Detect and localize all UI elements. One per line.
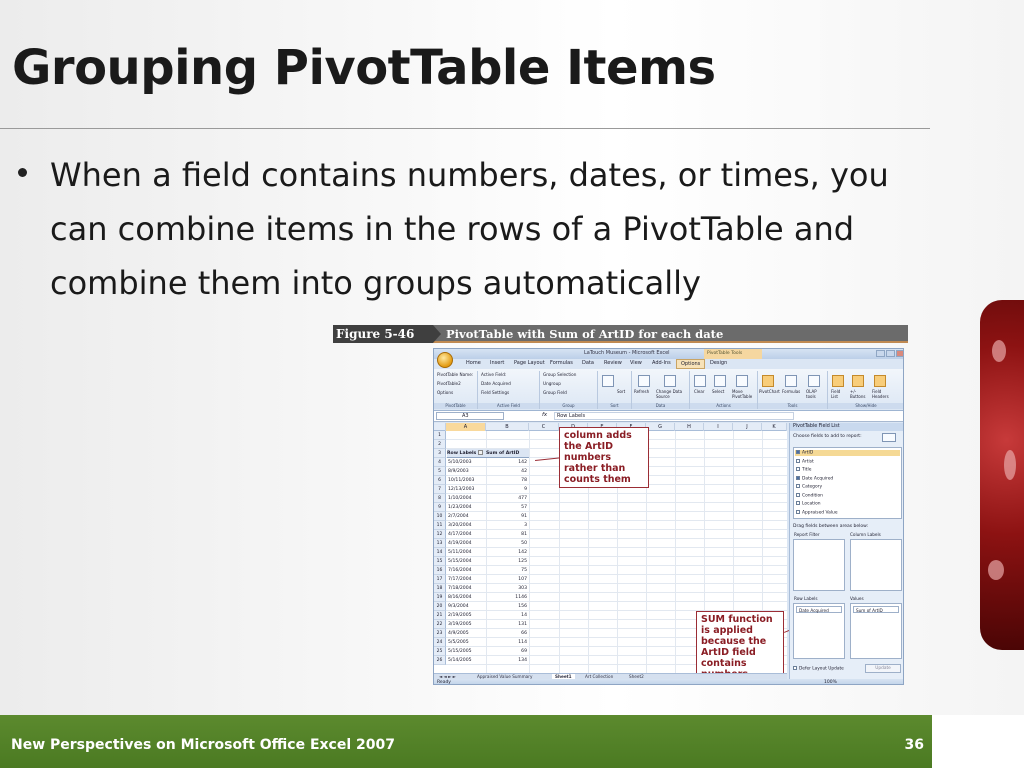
field-list-label[interactable]: Field List xyxy=(831,389,841,399)
pivot-row-labels-header[interactable]: Row Labels xyxy=(447,449,486,458)
row-header[interactable]: 20 xyxy=(434,602,446,611)
row-header[interactable]: 8 xyxy=(434,494,446,503)
gridline xyxy=(529,431,530,673)
field-label: Date Acquired xyxy=(802,476,834,481)
drag-fields-label: Drag fields between areas below: xyxy=(793,524,869,529)
pivot-sum-cell[interactable]: 91 xyxy=(521,514,527,519)
ribbon-group-actions xyxy=(690,371,758,409)
active-field-input[interactable]: Date Acquired xyxy=(481,381,511,386)
field-list-item[interactable] xyxy=(796,501,821,507)
ribbon-group-sort xyxy=(598,371,632,409)
field-list-box xyxy=(793,447,902,519)
tab-add-ins[interactable]: Add-Ins xyxy=(652,360,671,366)
checkbox-icon[interactable] xyxy=(796,493,800,497)
formulas-button-label[interactable]: Formulas xyxy=(782,389,801,394)
minimize-button[interactable] xyxy=(876,350,885,357)
pivottable-tools-label: PivotTable Tools xyxy=(704,349,762,359)
ribbon-group-tools xyxy=(758,371,828,409)
flower-petal xyxy=(988,560,1004,580)
pivot-date-cell[interactable]: 5/15/2004 xyxy=(448,559,472,564)
pivot-sum-cell[interactable]: 1146 xyxy=(515,595,527,600)
field-list-layout-icon[interactable] xyxy=(882,433,896,442)
fx-icon[interactable]: fx xyxy=(542,412,548,418)
row-labels-label: Row Labels xyxy=(794,596,818,601)
zoom-level[interactable]: 100% xyxy=(824,680,837,685)
column-header[interactable]: C xyxy=(529,423,559,431)
pivottable-name-field[interactable]: PivotTable2 xyxy=(437,381,461,386)
name-box[interactable]: A3 xyxy=(436,412,504,420)
figure-arrow-icon xyxy=(433,325,441,343)
column-labels-label: Column Labels xyxy=(850,532,881,537)
gridline xyxy=(675,431,676,673)
pivot-sum-cell[interactable]: 57 xyxy=(521,505,527,510)
checkbox-icon[interactable] xyxy=(796,476,800,480)
olap-tools-icon[interactable] xyxy=(808,375,820,387)
column-header[interactable]: B xyxy=(486,423,529,431)
pivot-date-cell[interactable]: 7/16/2004 xyxy=(448,568,472,573)
field-list-item[interactable] xyxy=(795,450,900,456)
tab-view[interactable]: View xyxy=(630,360,642,366)
row-header[interactable]: 6 xyxy=(434,476,446,485)
select-all-corner[interactable] xyxy=(434,423,446,431)
pivot-date-cell[interactable]: 5/10/2003 xyxy=(448,460,472,465)
formulas-icon[interactable] xyxy=(785,375,797,387)
field-label: Appraised Value xyxy=(802,510,838,515)
row-header[interactable]: 11 xyxy=(434,521,446,530)
update-button[interactable]: Update xyxy=(865,664,901,673)
pivot-date-cell[interactable]: 8/9/2003 xyxy=(448,469,469,474)
ribbon-group-label: Tools xyxy=(758,403,827,409)
field-list-icon[interactable] xyxy=(832,375,844,387)
field-list-item[interactable] xyxy=(796,510,838,516)
maximize-button[interactable] xyxy=(886,350,895,357)
pivot-sum-cell[interactable]: 142 xyxy=(518,460,527,465)
row-header[interactable]: 17 xyxy=(434,575,446,584)
choose-fields-label: Choose fields to add to report: xyxy=(793,434,862,439)
decorative-flower-image xyxy=(980,300,1024,650)
checkbox-icon[interactable] xyxy=(796,484,800,488)
row-header[interactable]: 7 xyxy=(434,485,446,494)
pivot-date-cell[interactable]: 2/19/2005 xyxy=(448,613,472,618)
row-header[interactable]: 16 xyxy=(434,566,446,575)
pivot-date-cell[interactable]: 5/14/2005 xyxy=(448,658,472,663)
pivottable-name-label: PivotTable Name: xyxy=(437,372,474,377)
group-selection-button[interactable]: Group Selection xyxy=(543,372,577,377)
pivot-date-cell[interactable]: 1/10/2004 xyxy=(448,496,472,501)
tab-design[interactable]: Design xyxy=(710,360,728,366)
pivot-sum-cell[interactable]: 75 xyxy=(521,568,527,573)
pivot-date-cell[interactable]: 12/13/2003 xyxy=(448,487,475,492)
options-button[interactable]: Options xyxy=(437,390,454,395)
field-list-item[interactable] xyxy=(796,467,811,473)
move-pivottable-icon[interactable] xyxy=(736,375,748,387)
row-header[interactable]: 24 xyxy=(434,638,446,647)
filter-dropdown-icon[interactable] xyxy=(478,450,483,455)
status-text: Ready xyxy=(437,680,451,685)
pivot-date-cell[interactable]: 5/15/2005 xyxy=(448,649,472,654)
close-button[interactable] xyxy=(896,350,904,357)
pivot-date-cell[interactable]: 8/16/2004 xyxy=(448,595,472,600)
checkbox-icon[interactable] xyxy=(796,467,800,471)
pivot-sum-cell[interactable]: 9 xyxy=(524,487,527,492)
column-header[interactable]: H xyxy=(675,423,704,431)
excel-window-title: LaTouch Museum - Microsoft Excel xyxy=(584,350,670,356)
field-headers-icon[interactable] xyxy=(874,375,886,387)
pivot-date-cell[interactable]: 4/19/2004 xyxy=(448,541,472,546)
ribbon-group-label: Show/Hide xyxy=(828,403,904,409)
defer-layout-label: Defer Layout Update xyxy=(799,666,844,672)
pivot-sum-cell[interactable]: 303 xyxy=(518,586,527,591)
row-header[interactable]: 25 xyxy=(434,647,446,656)
formula-bar xyxy=(434,411,904,422)
ribbon-group-label: Data xyxy=(632,403,689,409)
pivot-date-cell[interactable]: 5/5/2005 xyxy=(448,640,469,645)
column-header[interactable]: I xyxy=(704,423,733,431)
row-header[interactable]: 2 xyxy=(434,440,446,449)
pivot-date-cell[interactable]: 9/3/2004 xyxy=(448,604,469,609)
ribbon-tabs xyxy=(434,359,904,369)
field-list-item[interactable] xyxy=(796,459,814,465)
row-header[interactable]: 19 xyxy=(434,593,446,602)
active-field-label: Active Field: xyxy=(481,372,507,377)
title-divider xyxy=(0,128,930,129)
change-data-source-label[interactable]: Change Data Source xyxy=(656,389,683,399)
refresh-icon[interactable] xyxy=(638,375,650,387)
pivotchart-button-label[interactable]: PivotChart xyxy=(759,389,780,394)
move-pivottable-label[interactable]: Move PivotTable xyxy=(732,389,753,399)
clear-button-label[interactable]: Clear xyxy=(694,389,705,394)
row-header[interactable]: 15 xyxy=(434,557,446,566)
pivot-values-header[interactable]: Sum of ArtID xyxy=(486,449,529,458)
column-header[interactable]: G xyxy=(646,423,675,431)
slide-number: 36 xyxy=(904,737,924,753)
row-field-chip[interactable]: Date Acquired xyxy=(796,606,842,613)
ribbon-group-show-hide xyxy=(828,371,904,409)
pivot-sum-cell[interactable]: 50 xyxy=(521,541,527,546)
field-list-title: PivotTable Field List xyxy=(790,423,904,431)
olap-tools-label[interactable]: OLAP tools xyxy=(806,389,817,399)
checkbox-icon[interactable] xyxy=(796,510,800,514)
values-area[interactable] xyxy=(850,603,902,659)
pivot-sum-cell[interactable]: 81 xyxy=(521,532,527,537)
change-data-source-icon[interactable] xyxy=(664,375,676,387)
ribbon-group-label: Group xyxy=(540,403,597,409)
row-labels-area[interactable] xyxy=(793,603,845,659)
flower-petal xyxy=(1004,450,1016,480)
worksheet-grid xyxy=(434,423,787,673)
flower-petal xyxy=(992,340,1006,362)
sheet-tab[interactable]: Sheet2 xyxy=(629,674,644,679)
buttons-label[interactable]: +/- Buttons xyxy=(850,389,866,399)
tab-home[interactable]: Home xyxy=(466,360,481,366)
sheet-tab-active[interactable]: Sheet1 xyxy=(552,674,575,680)
ribbon-group-pivottable xyxy=(434,371,478,409)
value-field-chip[interactable]: Sum of ArtID xyxy=(853,606,899,613)
pivottable-field-list-pane xyxy=(789,423,904,679)
footer-bar xyxy=(0,715,932,768)
pivot-date-cell[interactable]: 4/9/2005 xyxy=(448,631,469,636)
pivot-sum-cell[interactable]: 125 xyxy=(518,559,527,564)
defer-layout-update-checkbox[interactable] xyxy=(793,666,844,672)
pivot-date-cell[interactable]: 1/23/2004 xyxy=(448,505,472,510)
pivot-sum-cell[interactable]: 134 xyxy=(518,658,527,663)
formula-input[interactable]: Row Labels xyxy=(554,412,794,420)
row-header[interactable]: 12 xyxy=(434,530,446,539)
tab-review[interactable]: Review xyxy=(604,360,622,366)
checkbox-icon[interactable] xyxy=(793,666,797,670)
clear-icon[interactable] xyxy=(694,375,706,387)
sheet-tab[interactable]: Art Collection xyxy=(585,674,614,679)
bullet-text: When a field contains numbers, dates, or times, you can combine items in the rows of a PivotTable and combine them into groups automatically xyxy=(50,156,889,302)
select-button-label[interactable]: Select xyxy=(712,389,725,394)
pivot-sum-cell[interactable]: 107 xyxy=(518,577,527,582)
excel-window xyxy=(433,348,904,685)
field-headers-label[interactable]: Field Headers xyxy=(872,389,889,399)
pivot-date-cell[interactable]: 2/7/2004 xyxy=(448,514,469,519)
sort-button-label[interactable]: Sort xyxy=(617,389,626,394)
pivot-sum-cell[interactable]: 3 xyxy=(524,523,527,528)
row-header[interactable]: 3 xyxy=(434,449,446,458)
row-header[interactable]: 21 xyxy=(434,611,446,620)
row-header[interactable]: 4 xyxy=(434,458,446,467)
checkbox-icon[interactable] xyxy=(796,501,800,505)
callout-sum-column: column adds the ArtID numbers rather than counts them xyxy=(559,427,649,488)
field-label: Category xyxy=(802,484,823,490)
row-header[interactable]: 23 xyxy=(434,629,446,638)
field-list-item[interactable] xyxy=(796,493,823,499)
ribbon-group-label: Actions xyxy=(690,403,757,409)
ungroup-button[interactable]: Ungroup xyxy=(543,381,561,386)
column-header[interactable]: K xyxy=(762,423,787,431)
row-header[interactable]: 13 xyxy=(434,539,446,548)
pivot-sum-cell[interactable]: 131 xyxy=(518,622,527,627)
select-icon[interactable] xyxy=(714,375,726,387)
pivot-sum-cell[interactable]: 477 xyxy=(518,496,527,501)
sort-az-icon[interactable] xyxy=(602,375,614,387)
footer-title: New Perspectives on Microsoft Office Excel 2007 xyxy=(11,737,395,753)
field-label: Location xyxy=(802,501,821,507)
row-header[interactable]: 9 xyxy=(434,503,446,512)
tab-insert[interactable]: Insert xyxy=(490,360,505,366)
ribbon-group-active-field xyxy=(478,371,540,409)
row-header[interactable]: 5 xyxy=(434,467,446,476)
pivot-sum-cell[interactable]: 114 xyxy=(518,640,527,645)
pivot-sum-cell[interactable]: 66 xyxy=(521,631,527,636)
tab-data[interactable]: Data xyxy=(582,360,594,366)
slide-title: Grouping PivotTable Items xyxy=(12,40,716,96)
report-filter-label: Report Filter xyxy=(794,532,820,537)
tab-page-layout[interactable]: Page Layout xyxy=(514,360,545,366)
pivot-date-cell[interactable]: 4/17/2004 xyxy=(448,532,472,537)
ribbon xyxy=(434,369,904,411)
field-label: Title xyxy=(802,467,812,473)
pivot-sum-cell[interactable]: 142 xyxy=(518,550,527,555)
field-label: ArtID xyxy=(802,450,814,456)
field-label: Artist xyxy=(802,459,814,464)
row-header[interactable]: 14 xyxy=(434,548,446,557)
sheet-tab[interactable]: Appraised Value Summary xyxy=(477,674,533,679)
bullet-dot-icon xyxy=(18,168,27,177)
ribbon-group-label: Active Field xyxy=(478,403,539,409)
figure xyxy=(333,325,908,687)
figure-caption: PivotTable with Sum of ArtID for each date xyxy=(446,327,724,341)
excel-title-bar xyxy=(434,349,904,359)
figure-number: Figure 5-46 xyxy=(333,325,433,343)
pivot-sum-cell[interactable]: 78 xyxy=(521,478,527,483)
pivot-date-cell[interactable]: 7/18/2004 xyxy=(448,586,472,591)
ribbon-group-label: Sort xyxy=(598,403,631,409)
checkbox-icon[interactable] xyxy=(796,450,800,454)
field-label: Condition xyxy=(802,493,823,498)
sheet-nav-arrows-icon[interactable]: ◄ ◄ ► ► xyxy=(439,674,456,679)
group-field-button[interactable]: Group Field xyxy=(543,390,567,395)
tab-options[interactable]: Options xyxy=(676,359,705,369)
pivot-date-cell[interactable]: 3/20/2004 xyxy=(448,523,472,528)
field-list-item[interactable] xyxy=(796,476,833,482)
field-settings-button[interactable]: Field Settings xyxy=(481,390,510,395)
ribbon-group-data xyxy=(632,371,690,409)
pivot-sum-cell[interactable]: 156 xyxy=(518,604,527,609)
pivot-date-cell[interactable]: 10/11/2003 xyxy=(448,478,475,483)
callout-sum-function: SUM function is applied because the ArtID field contains xyxy=(696,611,784,683)
pivot-sum-cell[interactable]: 42 xyxy=(521,469,527,474)
row-header[interactable]: 10 xyxy=(434,512,446,521)
pivot-date-cell[interactable]: 7/17/2004 xyxy=(448,577,472,582)
pivot-sum-cell[interactable]: 69 xyxy=(521,649,527,654)
ribbon-group-label: PivotTable xyxy=(434,403,477,409)
status-bar xyxy=(434,679,904,685)
footer-corner xyxy=(932,715,1024,768)
column-header[interactable]: J xyxy=(733,423,762,431)
pivot-date-cell[interactable]: 5/11/2004 xyxy=(448,550,472,555)
row-header[interactable]: 18 xyxy=(434,584,446,593)
buttons-icon[interactable] xyxy=(852,375,864,387)
row-header[interactable]: 26 xyxy=(434,656,446,665)
column-labels-area[interactable] xyxy=(850,539,902,591)
pivotchart-icon[interactable] xyxy=(762,375,774,387)
pivot-sum-cell[interactable]: 14 xyxy=(521,613,527,618)
pivot-date-cell[interactable]: 3/19/2005 xyxy=(448,622,472,627)
values-label: Values xyxy=(850,596,864,601)
refresh-button-label[interactable]: Refresh xyxy=(634,389,650,394)
tab-formulas[interactable]: Formulas xyxy=(550,360,573,366)
column-header[interactable]: A xyxy=(446,423,486,431)
ribbon-group-group xyxy=(540,371,598,409)
row-header[interactable]: 1 xyxy=(434,431,446,440)
field-list-item[interactable] xyxy=(796,484,822,490)
report-filter-area[interactable] xyxy=(793,539,845,591)
checkbox-icon[interactable] xyxy=(796,459,800,463)
row-header[interactable]: 22 xyxy=(434,620,446,629)
